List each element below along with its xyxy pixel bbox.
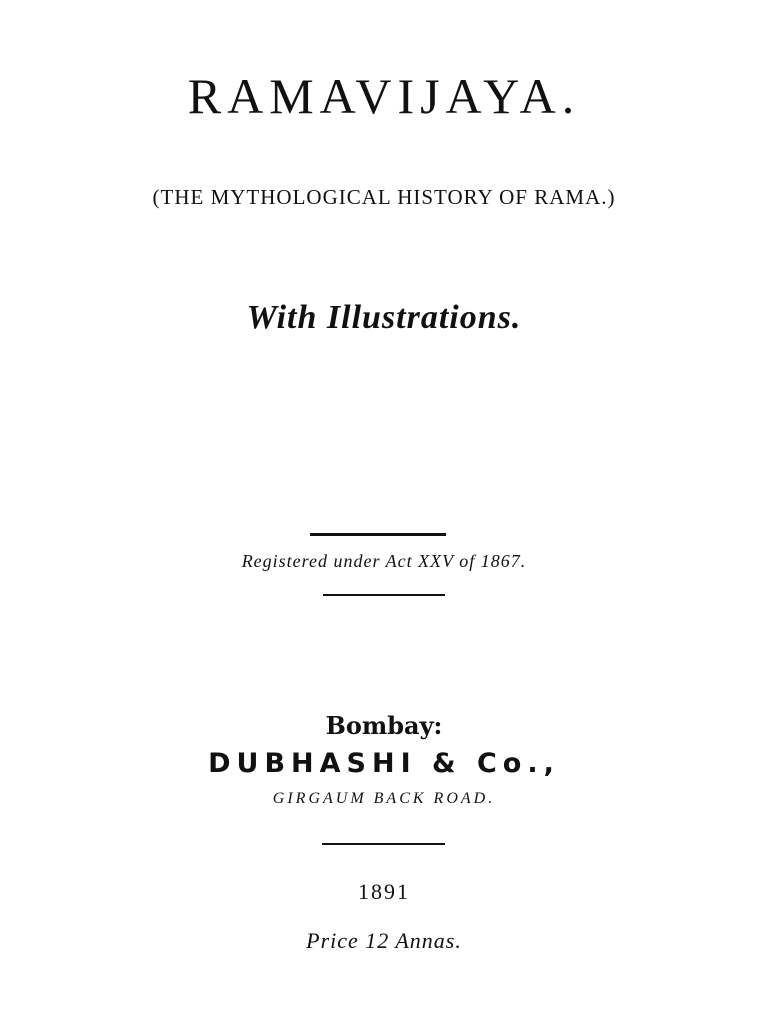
imprint-address: GIRGAUM BACK ROAD. [272,790,496,807]
publication-year: 1891 [358,879,410,904]
imprint-city: Bombay: [325,711,443,740]
divider-rule [322,843,445,845]
registration-note: Registered under Act XXV of 1867. [241,551,527,571]
imprint-publisher: DUBHASHI & Co., [208,748,560,779]
book-subtitle: (THE MYTHOLOGICAL HISTORY OF RAMA.) [152,185,616,209]
divider-rule [323,594,445,596]
price-note: Price 12 Annas. [306,928,462,953]
book-title: RAMAVIJAYA. [187,68,581,124]
illustrations-note: With Illustrations. [246,299,522,336]
divider-rule [310,533,446,536]
